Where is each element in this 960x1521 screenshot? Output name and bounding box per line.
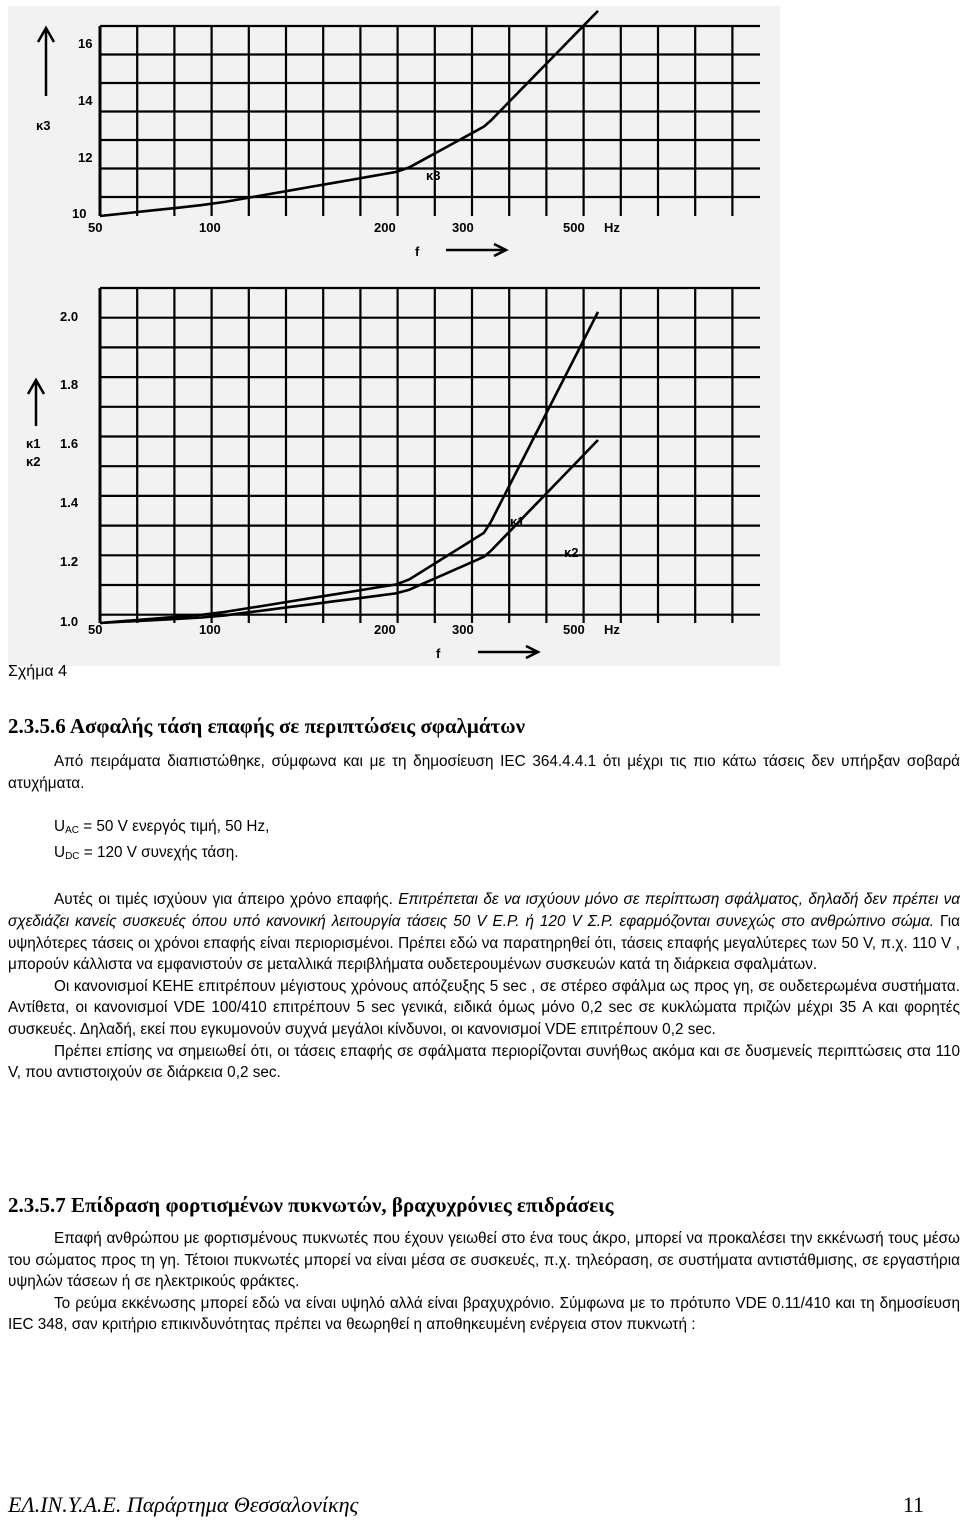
bottom-y-tick: 1.4 <box>60 495 79 510</box>
u-subscript: DC <box>65 850 80 862</box>
top-y-tick: 16 <box>78 36 93 51</box>
top-x-label: f <box>415 244 420 259</box>
voltage-ac-text: = 50 V ενεργός τιμή, 50 Hz, <box>78 818 270 836</box>
bottom-y-label-k1: κ1 <box>26 436 41 451</box>
text: Αυτές οι τιμές ισχύουν για άπειρο χρόνο επαφής. <box>54 891 399 909</box>
bottom-y-arrow <box>28 380 44 426</box>
bottom-x-label: f <box>436 646 441 661</box>
u-symbol: U <box>54 843 66 861</box>
section-2-3-5-6-body <box>8 751 960 1084</box>
top-x-tick: 200 <box>374 220 396 235</box>
voltage-dc-line <box>8 842 960 868</box>
bottom-x-arrow <box>478 646 538 658</box>
footer-organization: ΕΛ.ΙΝ.Υ.Α.Ε. Παράρτημα Θεσσαλονίκης <box>8 1492 359 1517</box>
bottom-y-tick: 1.6 <box>60 436 79 451</box>
u-symbol: U <box>54 818 66 836</box>
figure-svg <box>8 6 780 666</box>
bottom-x-tick: 200 <box>374 622 396 637</box>
bottom-grid <box>100 288 760 623</box>
bottom-y-tick: 1.0 <box>60 614 79 629</box>
top-y-axis-label <box>36 28 54 133</box>
bottom-y-tick: 1.8 <box>60 377 79 392</box>
series-label-k2: κ2 <box>564 545 579 560</box>
section-2-3-5-7-body <box>8 1228 960 1336</box>
figure-caption: Σχήμα 4 <box>8 663 67 680</box>
bottom-x-tick: 300 <box>452 622 474 637</box>
top-x-unit: Hz <box>604 220 620 235</box>
series-label-k1: κ1 <box>510 514 525 529</box>
text: Για υψηλότερες τάσεις οι χρόνοι επαφής είναι περιορισμένοι. Πρέπει εδώ να παρατηρηθεί ότι, τάσεις επαφής μεγαλύτερες των 50 V, π.χ. 110 V , μπορούν κάλλιστα να εμφανιστούν σε μεταλλικά περιβλήματα ουδετερουμένων συσκευών κατά τη διάρκεια σφαλμάτων. <box>8 912 960 974</box>
u-subscript: AC <box>65 825 79 837</box>
figure-4 <box>8 6 780 666</box>
italic-text: Επιτρέπεται δε να ισχύουν μόνο σε περίπτωση σφάλματος, δηλαδή δεν πρέπει να σχεδιάζει κανείς συσκευές όπου υπό κανονική λειτουργία τάσεις 50 V Ε.Ρ. ή 120 V Σ.Ρ. εφαρμόζονται συνεχώς στο ανθρώπινο σώμα. <box>8 891 960 930</box>
paragraph: Από πειράματα διαπιστώθηκε, σύμφωνα και με τη δημοσίευση IEC 364.4.4.1 ότι μέχρι τις πιο κάτω τάσεις δεν υπήρξαν σοβαρά ατυχήματα. <box>8 753 960 792</box>
bottom-x-tick: 50 <box>88 622 103 637</box>
chart-k3 <box>36 11 760 259</box>
series-label-k3: κ3 <box>426 168 441 183</box>
paragraph: Πρέπει επίσης να σημειωθεί ότι, οι τάσεις επαφής σε σφάλματα περιορίζονται συνήθως ακόμα και σε δυσμενείς περιπτώσεις στα 110 V, που αντιστοιχούν σε διάρκεια 0,2 sec. <box>8 1042 960 1082</box>
top-y-tick: 12 <box>78 150 93 165</box>
top-y-tick: 10 <box>72 206 87 221</box>
paragraph: Επαφή ανθρώπου με φορτισμένους πυκνωτές που έχουν γειωθεί στο ένα τους άκρο, μπορεί να προκαλέσει την εκκένωσή τους μέσω του σώματος προς τη γη. Τέτοιοι πυκνωτές μπορεί να είναι μέσα σε συσκευές, π.χ. τηλεόραση, σε συστήματα αντιστάθμισης, σε εργαστήρια υψηλών τάσεων ή σε ηλεκτρικούς φράκτες. <box>8 1230 960 1291</box>
top-x-tick: 50 <box>88 220 103 235</box>
top-grid <box>100 26 760 216</box>
section-title-2-3-5-6: 2.3.5.6 Ασφαλής τάση επαφής σε περιπτώσεις σφαλμάτων <box>8 714 525 738</box>
paragraph: Οι κανονισμοί ΚΕΗΕ επιτρέπουν μέγιστους χρόνους απόζευξης 5 sec , σε στέρεο σφάλμα ως προς γη, σε ουδετερωμένα συστήματα. Αντίθετα, οι κανονισμοί VDE 100/410 επιτρέπουν 5 sec γενικά, ειδικά όμως μόνο 0,2 sec σε κυκλώματα πριζών μέχρι 35 A και φορητές συσκευές. Δηλαδή, εκεί που εγκυμονούν συχνά μεγάλοι κίνδυνοι, οι κανονισμοί VDE επιτρέπουν 0,2 sec. <box>8 977 960 1038</box>
voltage-dc-text: = 120 V συνεχής τάση. <box>79 843 239 861</box>
bottom-y-tick: 2.0 <box>60 309 79 324</box>
bottom-y-tick: 1.2 <box>60 554 79 569</box>
bottom-x-tick: 500 <box>563 622 585 637</box>
section-title-2-3-5-7: 2.3.5.7 Επίδραση φορτισμένων πυκνωτών, βραχυχρόνιες επιδράσεις <box>8 1193 614 1217</box>
bottom-x-unit: Hz <box>604 622 620 637</box>
top-y-tick: 14 <box>78 93 93 108</box>
top-x-tick: 500 <box>563 220 585 235</box>
top-x-arrow <box>446 244 506 256</box>
chart-k1-k2 <box>26 288 760 661</box>
paragraph <box>8 889 960 975</box>
top-x-tick: 300 <box>452 220 474 235</box>
page-number: 11 <box>902 1492 924 1517</box>
top-y-arrow <box>38 28 54 96</box>
top-y-label: κ3 <box>36 118 51 133</box>
bottom-y-label-k2: κ2 <box>26 454 41 469</box>
bottom-x-tick: 100 <box>199 622 221 637</box>
voltage-ac-line <box>8 816 960 842</box>
paragraph: Το ρεύμα εκκένωσης μπορεί εδώ να είναι υψηλό αλλά είναι βραχυχρόνιο. Σύμφωνα με το πρότυπο VDE 0.11/410 και τη δημοσίευση IEC 348, σαν κριτήριο επικινδυνότητας πρέπει να θεωρηθεί η αποθηκευμένη ενέργεια στον πυκνωτή : <box>8 1294 960 1334</box>
top-x-tick: 100 <box>199 220 221 235</box>
